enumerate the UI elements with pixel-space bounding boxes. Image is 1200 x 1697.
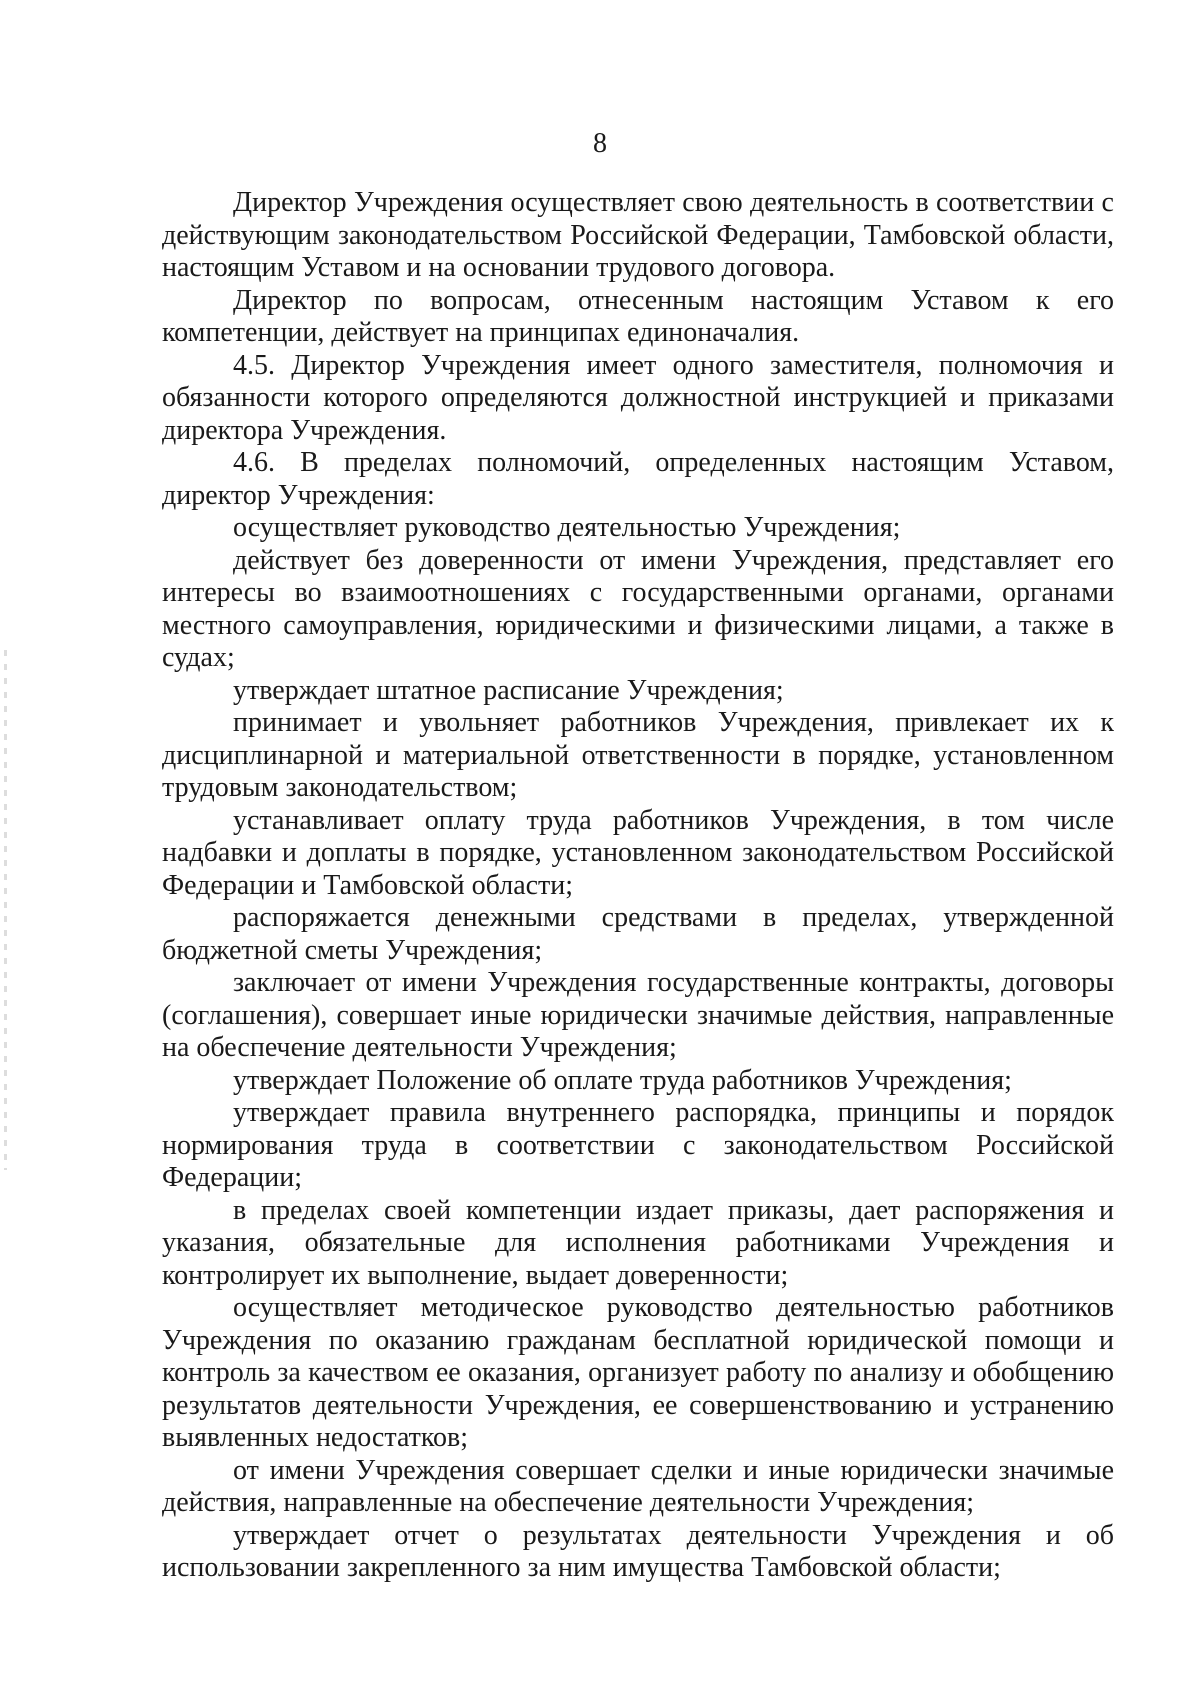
list-item-management: осуществляет руководство деятельностью Учреждения; xyxy=(233,512,901,543)
scan-margin-marks xyxy=(4,650,7,1170)
list-item-transactions: от имени Учреждения совершает сделки и иные юридически значимые действия, направленные на обеспечение деятельности Учреждения; xyxy=(162,1454,1114,1518)
paragraph-4-5-deputy: 4.5. Директор Учреждения имеет одного заместителя, полномочия и обязанности которого определяются должностной инструкцией и приказами директора Учреждения. xyxy=(162,349,1114,446)
list-item-contracts: заключает от имени Учреждения государственные контракты, договоры (соглашения), совершает иные юридически значимые действия, направленные на обеспечение деятельности Учреждения; xyxy=(162,967,1114,1063)
paragraph-4-6-powers: 4.6. В пределах полномочий, определенных настоящим Уставом, директор Учреждения: xyxy=(162,447,1114,511)
list-item-internal-rules: утверждает правила внутреннего распорядка, принципы и порядок нормирования труда в соответствии с законодательством Российской Федерации; xyxy=(162,1097,1114,1193)
list-item-report: утверждает отчет о результатах деятельности Учреждения и об использовании закрепленного за ним имущества Тамбовской области; xyxy=(162,1519,1114,1583)
list-item-remuneration: устанавливает оплату труда работников Учреждения, в том числе надбавки и доплаты в порядке, установленном законодательством Российской Федерации и Тамбовской области; xyxy=(162,804,1114,901)
document-body xyxy=(162,187,1114,1585)
list-item-representation: действует без доверенности от имени Учреждения, представляет его интересы во взаимоотношениях с государственными органами, органами местного самоуправления, юридическими и физическими лицами, а также в судах; xyxy=(162,544,1114,673)
page-number: 8 xyxy=(593,128,607,159)
paragraph-director-unity-of-command: Директор по вопросам, отнесенным настоящим Уставом к его компетенции, действует на принципах единоначалия. xyxy=(162,284,1114,348)
paragraph-director-activity: Директор Учреждения осуществляет свою деятельность в соответствии с действующим законодательством Российской Федерации, Тамбовской области, настоящим Уставом и на основании трудового договора. xyxy=(162,187,1114,283)
list-item-funds: распоряжается денежными средствами в пределах, утвержденной бюджетной сметы Учреждения; xyxy=(162,902,1114,966)
list-item-methodical-guidance: осуществляет методическое руководство деятельностью работников Учреждения по оказанию гражданам бесплатной юридической помощи и контроль за качеством ее оказания, организует работу по анализу и обобщению результатов деятельности Учреждения, ее совершенствованию и устранению выявленных недостатков; xyxy=(162,1292,1114,1453)
list-item-orders: в пределах своей компетенции издает приказы, дает распоряжения и указания, обязательные для исполнения работниками Учреждения и контролирует их выполнение, выдает доверенности; xyxy=(162,1194,1114,1291)
list-item-staff-schedule: утверждает штатное расписание Учреждения; xyxy=(233,674,784,706)
list-item-pay-regulation: утверждает Положение об оплате труда работников Учреждения; xyxy=(233,1064,1012,1096)
list-item-hiring: принимает и увольняет работников Учреждения, привлекает их к дисциплинарной и материальной ответственности в порядке, установленном трудовым законодательством; xyxy=(162,707,1114,803)
